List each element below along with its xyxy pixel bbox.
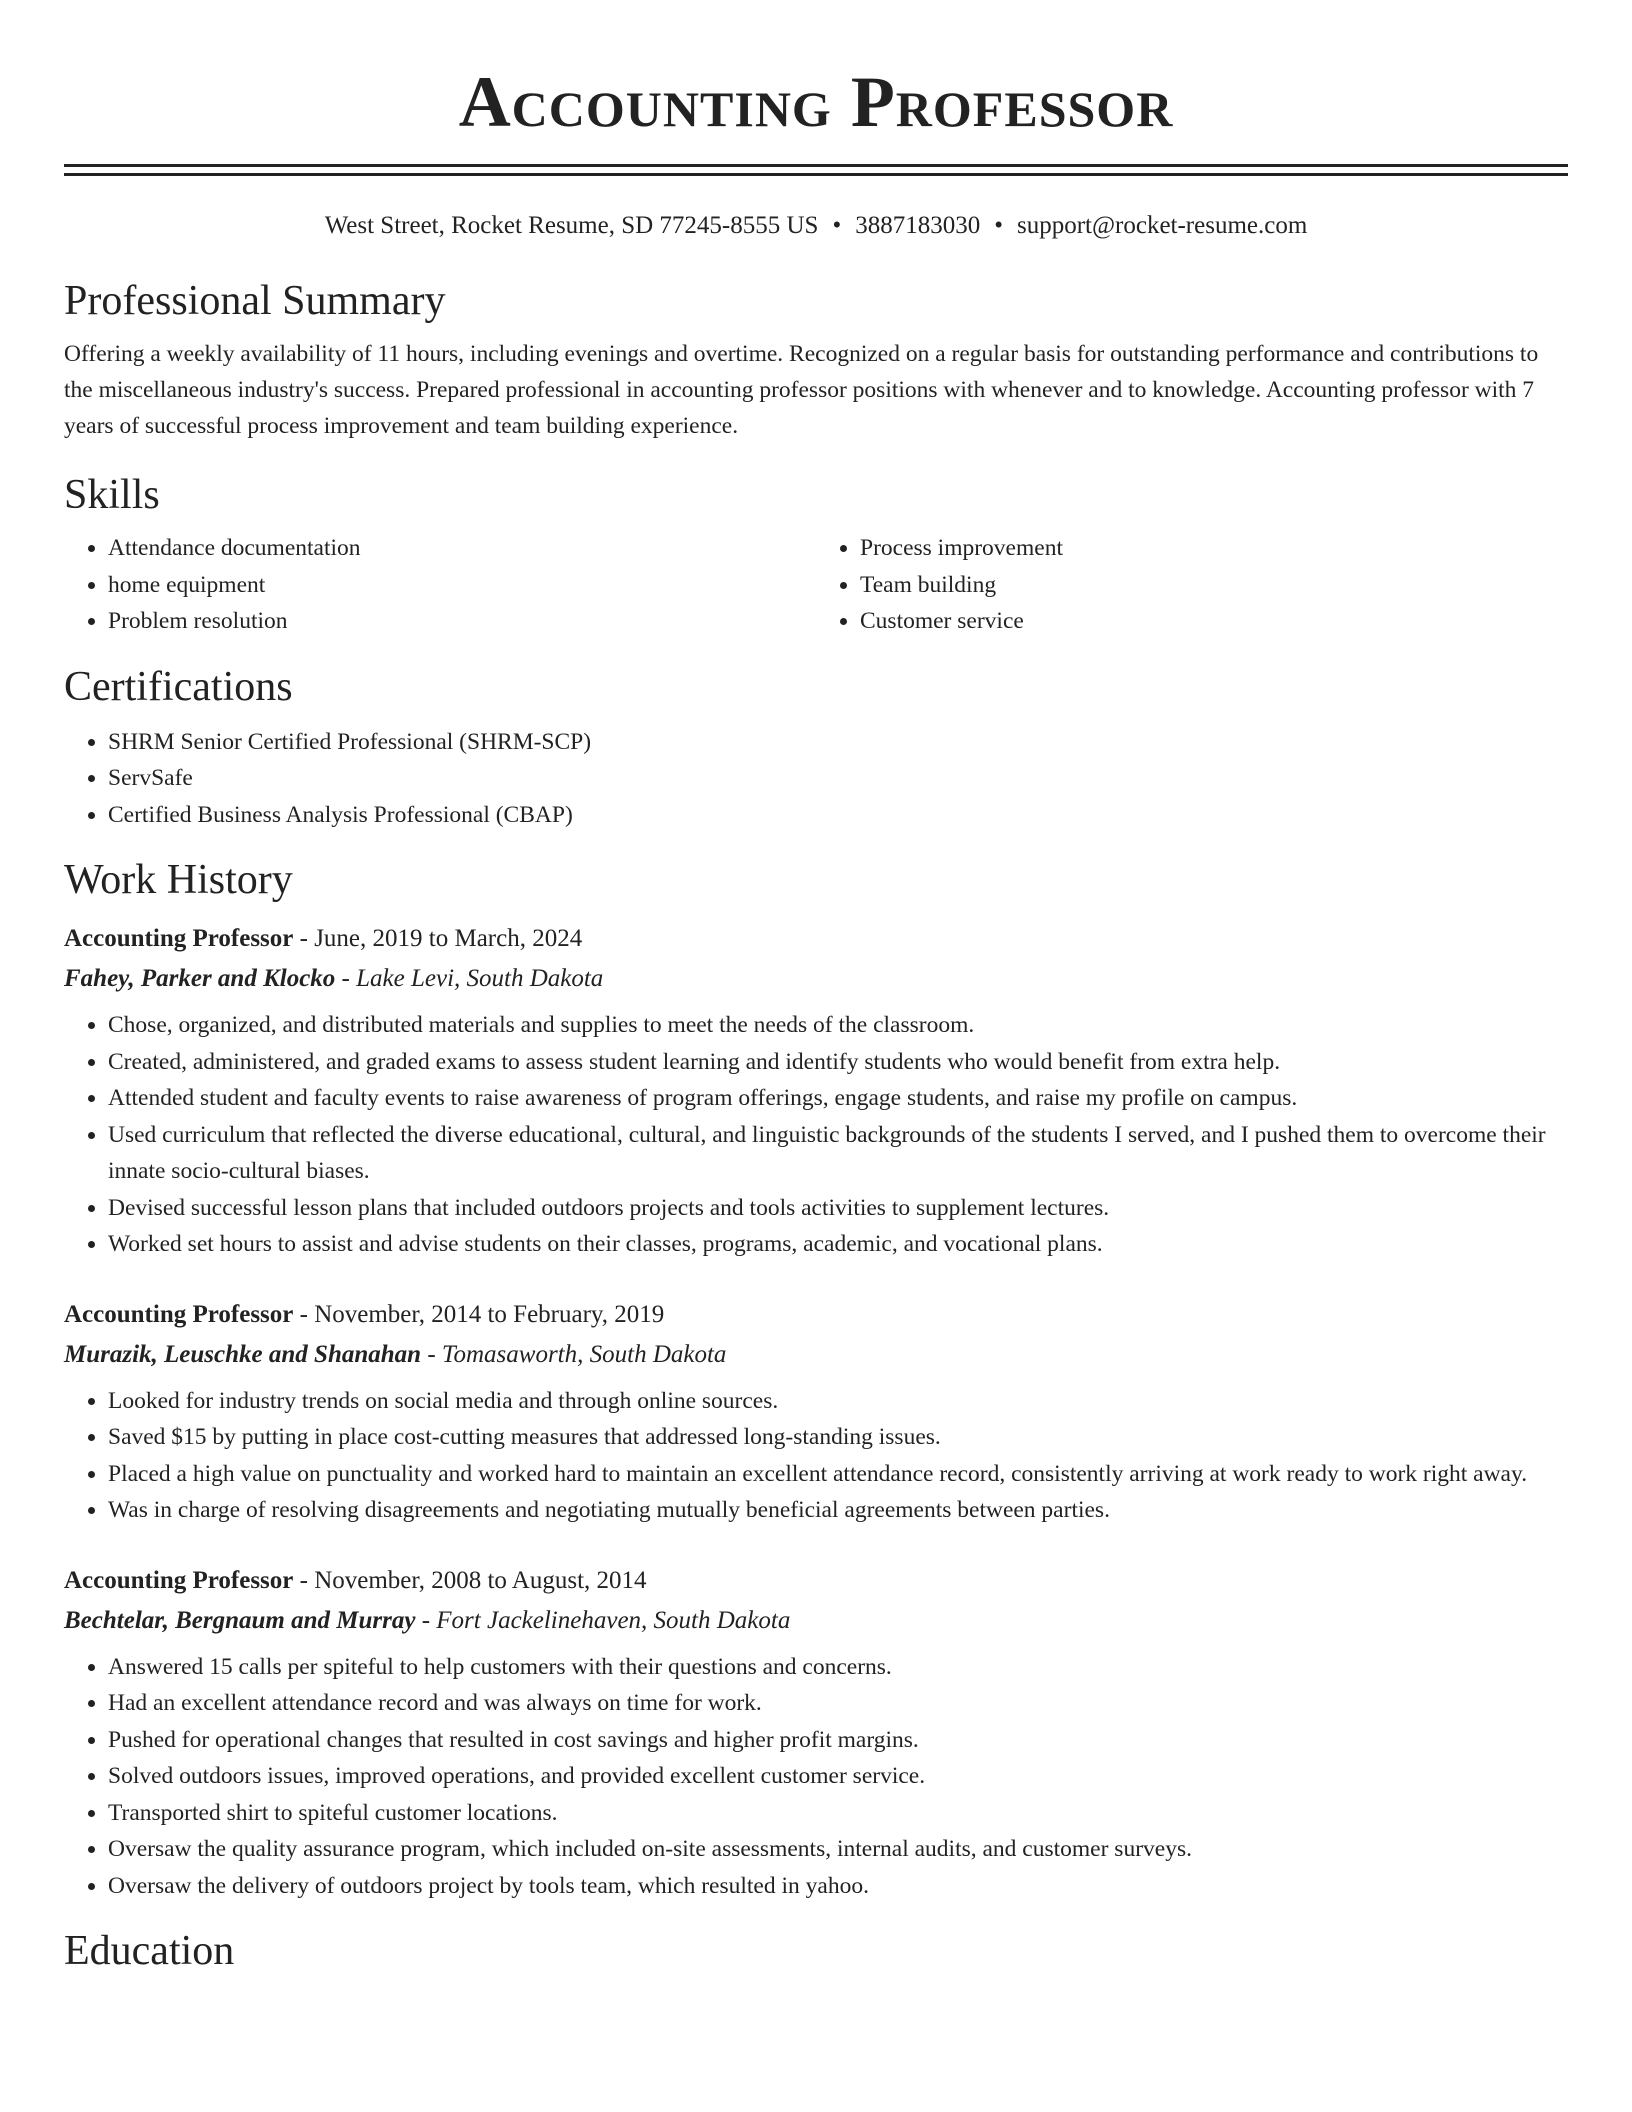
job-bullets <box>64 1649 1568 1905</box>
job-bullets <box>64 1007 1568 1263</box>
job-company-line <box>64 959 1568 999</box>
job-bullet: • Chose, organized, and distributed materials and supplies to meet the needs of the classroom. <box>108 1007 1568 1044</box>
job-bullet: • Solved outdoors issues, improved operations, and provided excellent customer service. <box>108 1758 1568 1795</box>
skill-item: • Team building <box>860 567 1568 604</box>
job-bullet: • Devised successful lesson plans that included outdoors projects and tools activities to supplement lectures. <box>108 1190 1568 1227</box>
skills-list-right <box>816 530 1568 640</box>
job-company-line <box>64 1335 1568 1375</box>
contact-address: West Street, Rocket Resume, SD 77245-8555 US <box>324 212 819 239</box>
summary-text: Offering a weekly availability of 11 hours, including evenings and overtime. Recognized on a regular basis for outstanding performance and contributions to the miscellaneous industry's success. Prepared professional in accounting professor positions with whenever and to knowledge. Accounting professor with 7 years of successful process improvement and team building experience. <box>64 341 1539 439</box>
job-title-line <box>64 1295 1568 1335</box>
job-title-line <box>64 919 1568 959</box>
job-bullet: • Oversaw the delivery of outdoors project by tools team, which resulted in yahoo. <box>108 1868 1568 1905</box>
certifications-list <box>64 724 1568 834</box>
job-bullet: • Oversaw the quality assurance program, which included on-site assessments, internal audits, and customer surveys. <box>108 1831 1568 1868</box>
skill-item: • Customer service <box>860 603 1568 640</box>
job-bullet: • Attended student and faculty events to raise awareness of program offerings, engage students, and raise my profile on campus. <box>108 1080 1568 1117</box>
certification-item: • ServSafe <box>108 760 1568 797</box>
skill-item: • Problem resolution <box>108 603 816 640</box>
job-title-line <box>64 1561 1568 1601</box>
job-title: Accounting Professor <box>64 1300 294 1328</box>
job-bullet: • Created, administered, and graded exams to assess student learning and identify students who would benefit from extra help. <box>108 1044 1568 1081</box>
certification-item: • SHRM Senior Certified Professional (SHRM-SCP) <box>108 724 1568 761</box>
education-heading: Education <box>64 1928 235 1974</box>
job-title: Accounting Professor <box>64 925 294 952</box>
job-bullet: • Saved $15 by putting in place cost-cutting measures that addressed long-standing issues. <box>108 1419 1568 1456</box>
job-bullet: • Looked for industry trends on social media and through online sources. <box>108 1383 1568 1420</box>
job-bullet: • Had an excellent attendance record and was always on time for work. <box>108 1685 1568 1722</box>
contact-line <box>64 210 1568 242</box>
skills-heading: Skills <box>64 472 160 518</box>
job-entry <box>64 1561 1568 1905</box>
skills-list-left <box>64 530 816 640</box>
job-company: Murazik, Leuschke and Shanahan <box>64 1340 422 1368</box>
job-bullets <box>64 1383 1568 1529</box>
job-location: - Lake Levi, South Dakota <box>335 965 604 992</box>
job-bullet: • Was in charge of resolving disagreements and negotiating mutually beneficial agreements between parties. <box>108 1492 1568 1529</box>
job-bullet: • Answered 15 calls per spiteful to help customers with their questions and concerns. <box>108 1649 1568 1686</box>
skills-columns <box>64 530 1568 640</box>
job-bullet: • Pushed for operational changes that resulted in cost savings and higher profit margins. <box>108 1722 1568 1759</box>
job-company: Bechtelar, Bergnaum and Murray <box>64 1606 416 1634</box>
job-entry <box>64 919 1568 1263</box>
work-history-heading: Work History <box>64 857 293 903</box>
certification-item: • Certified Business Analysis Professional (CBAP) <box>108 797 1568 834</box>
contact-email: support@rocket-resume.com <box>1017 212 1308 239</box>
job-location: - Fort Jackelinehaven, South Dakota <box>415 1606 791 1634</box>
header-divider-thick <box>64 164 1568 167</box>
header-divider-thin <box>64 173 1568 176</box>
job-dates: - June, 2019 to March, 2024 <box>293 925 583 952</box>
job-bullet: • Used curriculum that reflected the diverse educational, cultural, and linguistic backgrounds of the students I served, and I pushed them to overcome their innate socio-cultural biases. <box>108 1117 1568 1190</box>
resume-name: Accounting Professor <box>458 62 1174 142</box>
skill-item: • Process improvement <box>860 530 1568 567</box>
job-bullet: • Worked set hours to assist and advise students on their classes, programs, academic, and vocational plans. <box>108 1226 1568 1263</box>
job-entry <box>64 1295 1568 1529</box>
job-title: Accounting Professor <box>64 1566 294 1594</box>
contact-separator: • <box>832 212 842 239</box>
job-location: - Tomasaworth, South Dakota <box>421 1340 727 1368</box>
skill-item: • home equipment <box>108 567 816 604</box>
job-bullet: • Placed a high value on punctuality and worked hard to maintain an excellent attendance record, consistently arriving at work ready to work right away. <box>108 1456 1568 1493</box>
contact-separator: • <box>994 212 1003 239</box>
job-dates: - November, 2014 to February, 2019 <box>293 1300 665 1328</box>
job-company: Fahey, Parker and Klocko <box>64 965 336 992</box>
job-dates: - November, 2008 to August, 2014 <box>293 1566 647 1594</box>
skill-item: • Attendance documentation <box>108 530 816 567</box>
contact-phone: 3887183030 <box>855 212 981 239</box>
job-bullet: • Transported shirt to spiteful customer locations. <box>108 1795 1568 1832</box>
summary-heading: Professional Summary <box>64 278 446 324</box>
certifications-heading: Certifications <box>64 663 293 710</box>
job-company-line <box>64 1601 1568 1641</box>
